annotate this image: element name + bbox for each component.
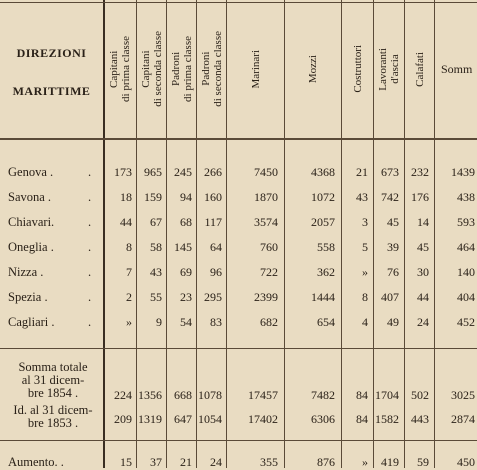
row-leader-dots: . (88, 265, 92, 279)
col-header-lavoranti: Lavoranti d'ascia (377, 47, 401, 91)
row-cell: » (362, 265, 368, 279)
row-cell: 673 (381, 165, 399, 179)
totals-1853-cell: 1582 (375, 412, 399, 426)
row-cell: » (126, 315, 132, 329)
row-cell: 8 (362, 290, 368, 304)
row-leader-dots: . (88, 215, 92, 229)
increase-cell: 450 (457, 455, 475, 469)
row-cell: 7450 (254, 165, 278, 179)
row-cell: 2399 (254, 290, 278, 304)
col-header-mozzi: Mozzi (307, 54, 319, 84)
row-cell: 407 (381, 290, 399, 304)
increase-cell: 419 (381, 455, 399, 469)
row-cell: 965 (144, 165, 162, 179)
row-cell: 44 (120, 215, 132, 229)
row-cell: 43 (356, 190, 368, 204)
row-leader-dots: . (88, 190, 92, 204)
totals-1854-cell: 1078 (198, 388, 222, 402)
row-cell: 245 (174, 165, 192, 179)
row-cell: 140 (457, 265, 475, 279)
row-cell: 1072 (311, 190, 335, 204)
col-header-marinari: Marinari (249, 49, 262, 89)
row-cell: 23 (180, 290, 192, 304)
totals-1853-cell: 17402 (248, 412, 278, 426)
row-cell: 722 (260, 265, 278, 279)
row-cell: 1439 (451, 165, 475, 179)
row-cell: 742 (381, 190, 399, 204)
header-title-line2: MARITTIME (12, 84, 91, 98)
row-label: Spezia . (8, 290, 48, 304)
col-header-capitani-prima: Capitani di prima classe (108, 36, 132, 102)
row-cell: 1870 (254, 190, 278, 204)
row-cell: 55 (150, 290, 162, 304)
row-leader-dots: . (88, 290, 92, 304)
totals-1853-cell: 2874 (451, 412, 475, 426)
row-cell: 8 (126, 240, 132, 254)
row-cell: 39 (387, 240, 399, 254)
row-cell: 362 (317, 265, 335, 279)
col-header-padroni-seconda: Padroni di seconda classe (199, 31, 224, 107)
totals-1854-cell: 17457 (248, 388, 278, 402)
row-label: Chiavari. (8, 215, 55, 229)
totals-1854-cell: 7482 (311, 388, 335, 402)
totals-rule (0, 348, 477, 349)
row-leader-dots: . (88, 315, 92, 329)
row-cell: 7 (126, 265, 132, 279)
row-label: Cagliari . (8, 315, 55, 329)
row-cell: 1444 (311, 290, 335, 304)
row-cell: 45 (387, 215, 399, 229)
col-header-somma: Somm (441, 62, 473, 76)
col-header-padroni-prima: Padroni di prima classe (169, 36, 194, 102)
totals-1853-cell: 1319 (138, 412, 162, 426)
totals-1854-cell: 668 (174, 388, 192, 402)
row-cell: 3 (362, 215, 368, 229)
row-cell: 58 (150, 240, 162, 254)
increase-cell: » (362, 455, 368, 469)
row-cell: 69 (180, 265, 192, 279)
row-cell: 404 (457, 290, 475, 304)
row-cell: 295 (204, 290, 222, 304)
row-label: Savona . (8, 190, 52, 204)
increase-cell: 876 (317, 455, 335, 469)
row-cell: 64 (210, 240, 222, 254)
row-cell: 30 (417, 265, 429, 279)
row-cell: 160 (204, 190, 222, 204)
row-cell: 43 (150, 265, 162, 279)
row-cell: 159 (144, 190, 162, 204)
increase-rule (0, 440, 477, 441)
row-cell: 2 (126, 290, 132, 304)
row-cell: 21 (356, 165, 368, 179)
row-cell: 83 (210, 315, 222, 329)
row-cell: 24 (417, 315, 429, 329)
row-cell: 593 (457, 215, 475, 229)
row-cell: 68 (180, 215, 192, 229)
row-cell: 452 (457, 315, 475, 329)
row-label: Oneglia . (8, 240, 54, 254)
row-cell: 145 (174, 240, 192, 254)
row-cell: 54 (180, 315, 192, 329)
row-cell: 176 (411, 190, 429, 204)
row-cell: 5 (362, 240, 368, 254)
increase-cell: 37 (150, 455, 162, 469)
totals-1854-cell: 1704 (375, 388, 399, 402)
header-bottom-rule (0, 138, 477, 140)
row-label: Genova . (8, 165, 54, 179)
increase-cell: 15 (120, 455, 132, 469)
row-leader-dots: . (88, 165, 92, 179)
totals-1854-cell: 84 (356, 388, 368, 402)
totals-1853-cell: 6306 (311, 412, 335, 426)
row-cell: 654 (317, 315, 335, 329)
row-cell: 464 (457, 240, 475, 254)
row-cell: 96 (210, 265, 222, 279)
totals-1854-cell: 224 (114, 388, 132, 402)
totals-1853-cell: 647 (174, 412, 192, 426)
row-cell: 49 (387, 315, 399, 329)
row-cell: 173 (114, 165, 132, 179)
increase-cell: 355 (260, 455, 278, 469)
totals-1854-cell: 1356 (138, 388, 162, 402)
increase-cell: 59 (417, 455, 429, 469)
totals-1853-label: Id. al 31 dicem- bre 1853 . (13, 403, 93, 430)
row-cell: 682 (260, 315, 278, 329)
row-cell: 558 (317, 240, 335, 254)
increase-cell: 21 (180, 455, 192, 469)
row-cell: 94 (180, 190, 192, 204)
increase-cell: 24 (210, 455, 222, 469)
row-cell: 117 (204, 215, 222, 229)
totals-1854-cell: 502 (411, 388, 429, 402)
row-cell: 2057 (311, 215, 335, 229)
row-cell: 44 (417, 290, 429, 304)
totals-1853-cell: 443 (411, 412, 429, 426)
row-cell: 232 (411, 165, 429, 179)
row-cell: 4368 (311, 165, 335, 179)
row-cell: 760 (260, 240, 278, 254)
increase-label: Aumento. . (8, 455, 64, 469)
col-header-costruttori: Costruttori (351, 45, 364, 93)
totals-1854-cell: 3025 (451, 388, 475, 402)
row-cell: 9 (156, 315, 162, 329)
row-cell: 266 (204, 165, 222, 179)
row-cell: 4 (362, 315, 368, 329)
row-cell: 438 (457, 190, 475, 204)
totals-1854-label: Somma totale al 31 dicem- bre 1854 . (18, 360, 88, 400)
col-header-calafati: Calafati (413, 51, 426, 87)
row-cell: 14 (417, 215, 429, 229)
row-cell: 3574 (254, 215, 278, 229)
row-label: Nizza . (8, 265, 44, 279)
row-cell: 67 (150, 215, 162, 229)
totals-1853-cell: 1054 (198, 412, 222, 426)
col-header-capitani-seconda: Capitani di seconda classe (139, 31, 164, 107)
totals-1853-cell: 209 (114, 412, 132, 426)
totals-1853-cell: 84 (356, 412, 368, 426)
row-cell: 18 (120, 190, 132, 204)
row-cell: 45 (417, 240, 429, 254)
header-title-line1: DIREZIONI (16, 46, 87, 60)
row-cell: 76 (387, 265, 399, 279)
row-leader-dots: . (88, 240, 92, 254)
